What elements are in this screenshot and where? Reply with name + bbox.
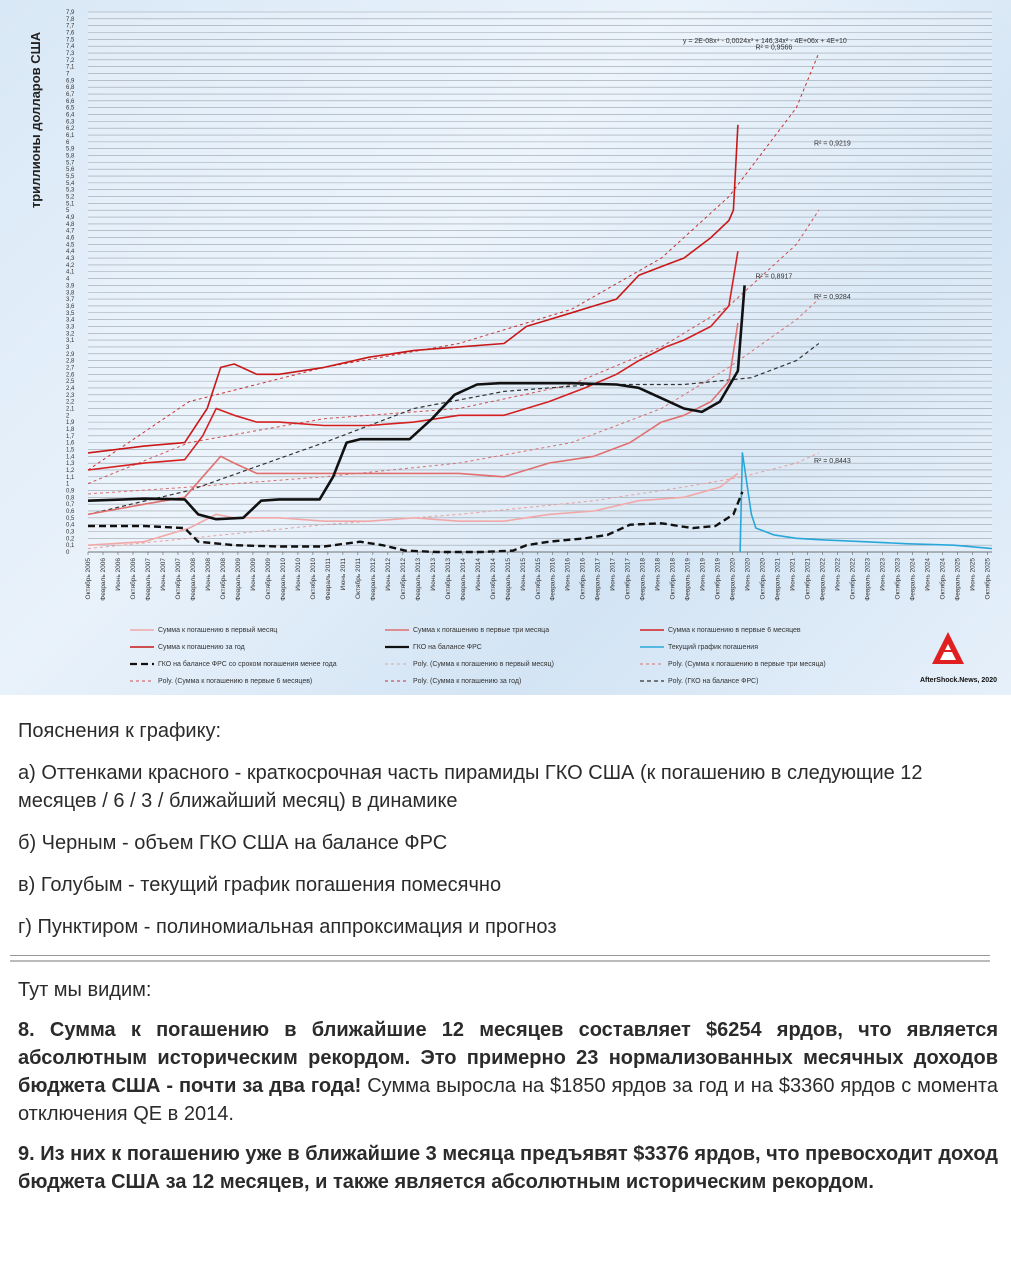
aftershock-logo [932,632,964,664]
x-tick-label: Октябрь 2025 [984,558,992,600]
x-tick-label: Июнь 2019 [699,558,707,591]
plot-background [88,12,992,552]
y-tick-label: 4,8 [66,221,75,228]
trend-annotation: R² = 0,9219 [813,140,851,148]
x-tick-label: Февраль 2012 [369,558,377,601]
y-tick-label: 7,6 [66,30,75,37]
x-tick-label: Февраль 2014 [459,558,467,601]
x-tick-label: Октябрь 2007 [174,558,182,600]
x-tick-label: Февраль 2018 [639,558,647,601]
x-tick-label: Июнь 2020 [744,558,752,591]
x-tick-label: Июнь 2021 [789,558,797,591]
y-tick-label: 0,9 [66,488,75,495]
trend-annotation: y = 2E-08x⁴ - 0,0024x³ + 146,34x² - 4E+06x + 4E+10 [682,37,847,45]
x-tick-label: Февраль 2013 [414,558,422,601]
x-tick-label: Июнь 2006 [114,558,122,591]
y-tick-label: 2,9 [66,351,75,358]
source-label: AfterShock.News, 2020 [919,677,997,684]
y-tick-label: 3,2 [66,331,75,338]
y-tick-label: 3,4 [66,317,75,324]
y-tick-label: 1,8 [66,426,75,433]
x-tick-label: Октябрь 2019 [714,558,722,600]
x-tick-label: Октябрь 2012 [399,558,407,600]
note-d: г) Пунктиром - полиномиальная аппроксимация и прогноз [18,916,557,938]
x-tick-label: Июнь 2018 [654,558,662,591]
y-tick-label: 0,5 [66,515,75,522]
y-tick-label: 7,9 [66,10,75,16]
x-tick-label: Октябрь 2013 [444,558,452,600]
x-tick-label: Октябрь 2022 [849,558,857,600]
legend-entry: ГКО на балансе ФРС [413,644,482,651]
legend-entry: Сумма к погашению в первые 6 месяцев [668,627,801,634]
trend-annotation: R² = 0,8917 [755,273,793,281]
y-tick-label: 4 [66,276,70,283]
y-tick-label: 5,3 [66,187,75,194]
y-tick-label: 0,6 [66,508,75,515]
y-tick-label: 0 [66,550,70,556]
note-b: б) Черным - объем ГКО США на балансе ФРС [18,832,448,854]
y-tick-label: 1,9 [66,420,75,427]
x-tick-label: Февраль 2020 [729,558,737,601]
note-a: а) Оттенками красного - краткосрочная часть пирамиды ГКО США (к погашению в следующие 12 месяцев / 6 / 3 / ближайший месяц) в динамике [18,762,923,812]
x-tick-label: Февраль 2025 [954,558,962,601]
article-text [18,705,998,1196]
see-title: Тут мы видим: [18,979,152,1001]
y-tick-label: 3,5 [66,310,75,317]
y-tick-label: 1,7 [66,433,75,440]
legend-entry: Poly. (Сумма к погашению в первые 6 месяцев) [158,678,313,685]
y-tick-label: 6,3 [66,119,75,126]
y-tick-label: 7,1 [66,64,75,71]
y-tick-label: 5,2 [66,194,75,201]
y-tick-label: 7,4 [66,44,75,51]
y-tick-label: 7,3 [66,51,75,58]
y-tick-label: 1,1 [66,474,75,481]
y-tick-label: 0,8 [66,495,75,502]
note-c: в) Голубым - текущий график погашения помесячно [18,874,502,896]
legend-entry: Сумма к погашению за год [158,644,245,651]
y-tick-label: 0,3 [66,529,75,536]
y-tick-label: 2,6 [66,372,75,379]
y-tick-label: 3,6 [66,303,75,310]
y-tick-label: 4,4 [66,249,75,256]
x-tick-label: Октябрь 2005 [85,558,92,600]
y-tick-label: 6,5 [66,105,75,112]
x-tick-label: Февраль 2019 [684,558,692,601]
trend-annotation: R² = 0,8443 [813,458,851,466]
x-tick-label: Июнь 2022 [834,558,842,591]
x-tick-label: Июнь 2016 [564,558,572,591]
legend-entry: Сумма к погашению в первый месяц [158,627,278,634]
y-tick-label: 4,2 [66,262,75,269]
y-tick-label: 0,7 [66,502,75,509]
y-tick-label: 7,7 [66,23,75,30]
x-tick-label: Июнь 2024 [924,558,932,591]
y-tick-label: 6,6 [66,98,75,105]
divider [10,955,990,962]
y-tick-label: 1 [66,481,70,488]
trend-annotation: R² = 0,9284 [813,294,851,302]
x-tick-label: Февраль 2016 [549,558,557,601]
x-tick-label: Февраль 2017 [594,558,602,601]
x-tick-label: Октябрь 2021 [804,558,812,600]
y-tick-label: 5,9 [66,146,75,153]
x-tick-label: Февраль 2006 [99,558,107,601]
legend-entry: ГКО на балансе ФРС со сроком погашения менее года [158,661,337,668]
x-tick-label: Октябрь 2017 [624,558,632,600]
y-tick-label: 5,7 [66,160,75,167]
x-tick-label: Июнь 2010 [294,558,302,591]
y-tick-label: 4,7 [66,228,75,235]
x-tick-label: Октябрь 2008 [219,558,227,600]
y-tick-label: 4,6 [66,235,75,242]
y-tick-label: 2,4 [66,385,75,392]
legend-entry: Poly. (Сумма к погашению в первые три месяца) [668,661,826,668]
y-tick-label: 1,6 [66,440,75,447]
x-tick-label: Июнь 2025 [969,558,977,591]
y-tick-label: 4,1 [66,269,75,276]
y-tick-label: 7,8 [66,16,75,23]
y-axis-label: триллионы долларов США [28,31,43,209]
x-axis-ticks [84,552,992,601]
x-tick-label: Октябрь 2011 [354,558,362,599]
x-tick-label: Октябрь 2023 [894,558,902,600]
legend-entry: Poly. (Сумма к погашению за год) [413,678,522,685]
x-tick-label: Февраль 2015 [504,558,512,601]
y-tick-label: 6,9 [66,78,75,85]
y-tick-label: 2,8 [66,358,75,365]
paragraph-8-rest: Сумма выросла на $1850 ярдов за год и на $3360 ярдов с момента отключения QE в 2014. [18,1075,998,1125]
y-tick-label: 4,3 [66,256,75,263]
legend [130,626,826,685]
legend-entry: Текущий график погашения [668,644,759,651]
y-tick-label: 3,3 [66,324,75,331]
x-tick-label: Октябрь 2010 [309,558,317,600]
x-tick-label: Июнь 2014 [474,558,482,591]
y-tick-label: 7 [66,71,70,78]
y-tick-label: 2,3 [66,392,75,399]
y-tick-label: 2,7 [66,365,75,372]
x-tick-label: Февраль 2010 [279,558,287,601]
x-tick-label: Февраль 2021 [774,558,782,601]
paragraph-8-bold: 8. Сумма к погашению в ближайшие 12 месяцев составляет $6254 ярдов, что является абсолютным историческим рекордом. Это примерно 23 нормализованных месячных доходов бюджета США - почти за два года! [18,1019,998,1097]
y-axis-ticks [66,10,75,556]
y-tick-label: 1,5 [66,447,75,454]
y-tick-label: 5,8 [66,153,75,160]
y-tick-label: 1,3 [66,461,75,468]
x-tick-label: Июнь 2011 [339,558,347,591]
y-tick-label: 5,5 [66,174,75,181]
paragraph-9: 9. Из них к погашению уже в ближайшие 3 месяца предъявят $3376 ярдов, что превосходит доход бюджета США за 12 месяцев, и также является абсолютным историческим рекордом. [18,1143,998,1193]
x-tick-label: Февраль 2007 [144,558,152,601]
y-tick-label: 1,4 [66,454,75,461]
y-tick-label: 5,1 [66,201,75,208]
x-tick-label: Октябрь 2020 [759,558,767,600]
gridlines [88,12,992,552]
y-tick-label: 6,1 [66,133,75,140]
x-tick-label: Октябрь 2024 [939,558,947,600]
x-tick-label: Февраль 2022 [819,558,827,601]
y-tick-label: 4,9 [66,215,75,222]
x-tick-label: Октябрь 2006 [129,558,137,600]
x-tick-label: Октябрь 2009 [264,558,272,600]
y-tick-label: 7,2 [66,57,75,64]
x-tick-label: Октябрь 2018 [669,558,677,600]
y-tick-label: 2,5 [66,379,75,386]
x-tick-label: Июнь 2009 [249,558,257,591]
legend-entry: Сумма к погашению в первые три месяца [413,627,550,634]
y-tick-label: 5 [66,208,70,215]
notes-title: Пояснения к графику: [18,720,222,742]
y-tick-label: 5,4 [66,180,75,187]
y-tick-label: 3,7 [66,297,75,304]
x-tick-label: Февраль 2011 [324,558,332,601]
y-tick-label: 1,2 [66,467,75,474]
x-tick-label: Июнь 2012 [384,558,392,591]
y-tick-label: 6,4 [66,112,75,119]
y-tick-label: 6,8 [66,85,75,92]
x-tick-label: Февраль 2009 [234,558,242,601]
x-tick-label: Октябрь 2014 [489,558,497,600]
trend-annotation: R² = 0,9566 [755,44,793,52]
y-tick-label: 4,5 [66,242,75,249]
x-tick-label: Февраль 2023 [864,558,872,601]
y-tick-label: 5,6 [66,167,75,174]
x-tick-label: Июнь 2007 [159,558,167,591]
x-tick-label: Июнь 2015 [519,558,527,591]
x-tick-label: Июнь 2017 [609,558,617,591]
paragraph-8 [18,1016,998,1128]
x-tick-label: Октябрь 2016 [579,558,587,600]
x-tick-label: Февраль 2008 [189,558,197,601]
y-tick-label: 6,7 [66,92,75,99]
y-tick-label: 6,2 [66,126,75,133]
y-tick-label: 3,8 [66,290,75,297]
y-tick-label: 3,1 [66,338,75,345]
y-tick-label: 0,2 [66,536,75,543]
x-tick-label: Июнь 2013 [429,558,437,591]
y-tick-label: 6 [66,139,70,146]
y-tick-label: 7,5 [66,37,75,44]
x-tick-label: Июнь 2008 [204,558,212,591]
y-tick-label: 3 [66,344,70,351]
y-tick-label: 0,1 [66,543,75,550]
y-tick-label: 2,2 [66,399,75,406]
x-tick-label: Июнь 2023 [879,558,887,591]
x-tick-label: Октябрь 2015 [534,558,542,600]
legend-entry: Poly. (Сумма к погашению в первый месяц) [413,661,554,668]
y-tick-label: 0,4 [66,522,75,529]
x-tick-label: Февраль 2024 [909,558,917,601]
legend-entry: Poly. (ГКО на балансе ФРС) [668,678,759,685]
y-tick-label: 2,1 [66,406,75,413]
y-tick-label: 2 [66,413,70,420]
y-tick-label: 3,9 [66,283,75,290]
